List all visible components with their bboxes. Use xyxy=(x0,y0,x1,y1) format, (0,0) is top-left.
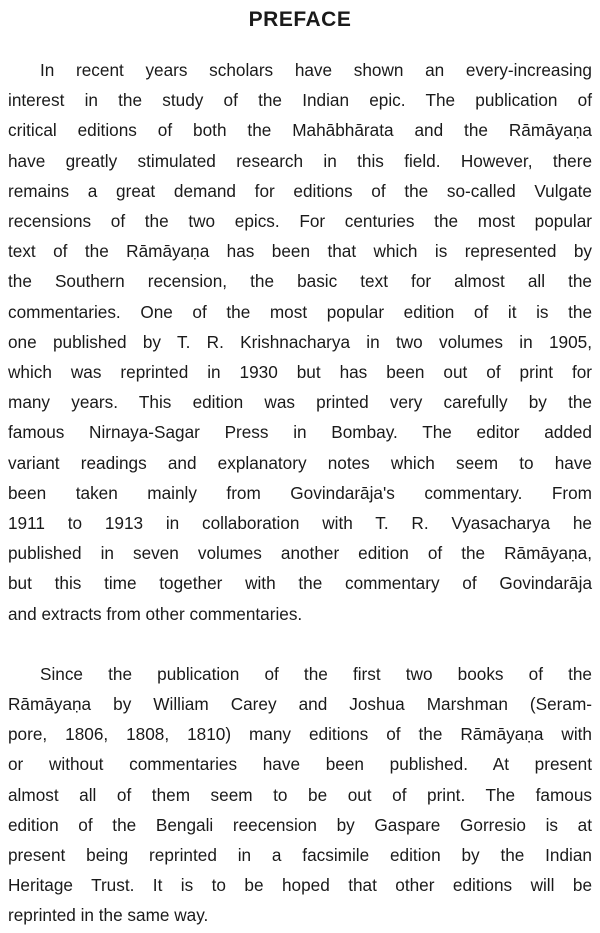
text-line: Rāmāyaṇa by William Carey and Joshua Marshman (Seram- xyxy=(8,694,592,715)
text-line: or without commentaries have been published. At present xyxy=(8,754,592,775)
paragraph-2 xyxy=(8,659,592,931)
text-line: published in seven volumes another edition of the Rāmāyaṇa, xyxy=(8,543,592,564)
text-line: recensions of the two epics. For centuries the most popular xyxy=(8,211,592,232)
text-line: Heritage Trust. It is to be hoped that other editions will be xyxy=(8,875,592,896)
paragraph-1 xyxy=(8,55,592,629)
text-line: critical editions of both the Mahābhārata and the Rāmāyaṇa xyxy=(8,120,592,141)
text-line: variant readings and explanatory notes which seem to have xyxy=(8,452,592,473)
text-line: interest in the study of the Indian epic. The publication of xyxy=(8,90,592,111)
text-line: been taken mainly from Govindarāja's commentary. From xyxy=(8,482,592,503)
text-line: present being reprinted in a facsimile edition by the Indian xyxy=(8,845,592,866)
text-line: reprinted in the same way. xyxy=(8,905,209,926)
text-line: commentaries. One of the most popular edition of it is the xyxy=(8,301,592,322)
text-line: many years. This edition was printed very carefully by the xyxy=(8,392,592,413)
text-line: almost all of them seem to be out of print. The famous xyxy=(8,784,592,805)
text-line: one published by T. R. Krishnacharya in two volumes in 1905, xyxy=(8,331,592,352)
text-line: pore, 1806, 1808, 1810) many editions of the Rāmāyaṇa with xyxy=(8,724,592,745)
text-line: but this time together with the commentary of Govindarāja xyxy=(8,573,592,594)
text-line: In recent years scholars have shown an every-increasing xyxy=(40,60,592,80)
page-title: PREFACE xyxy=(248,8,352,31)
text-line: the Southern recension, the basic text for almost all the xyxy=(8,271,592,292)
text-line: have greatly stimulated research in this field. However, there xyxy=(8,150,592,171)
text-line: 1911 to 1913 in collaboration with T. R. Vyasacharya he xyxy=(8,513,592,534)
text-line: famous Nirnaya-Sagar Press in Bombay. The editor added xyxy=(8,422,592,443)
text-line: Since the publication of the first two books of the xyxy=(40,663,592,684)
text-line: text of the Rāmāyaṇa has been that which is represented by xyxy=(8,241,592,262)
text-line: edition of the Bengali reecension by Gaspare Gorresio is at xyxy=(8,814,592,835)
text-line: and extracts from other commentaries. xyxy=(8,603,303,624)
text-line: remains a great demand for editions of the so-called Vulgate xyxy=(8,180,592,201)
text-line: which was reprinted in 1930 but has been out of print for xyxy=(8,362,592,383)
